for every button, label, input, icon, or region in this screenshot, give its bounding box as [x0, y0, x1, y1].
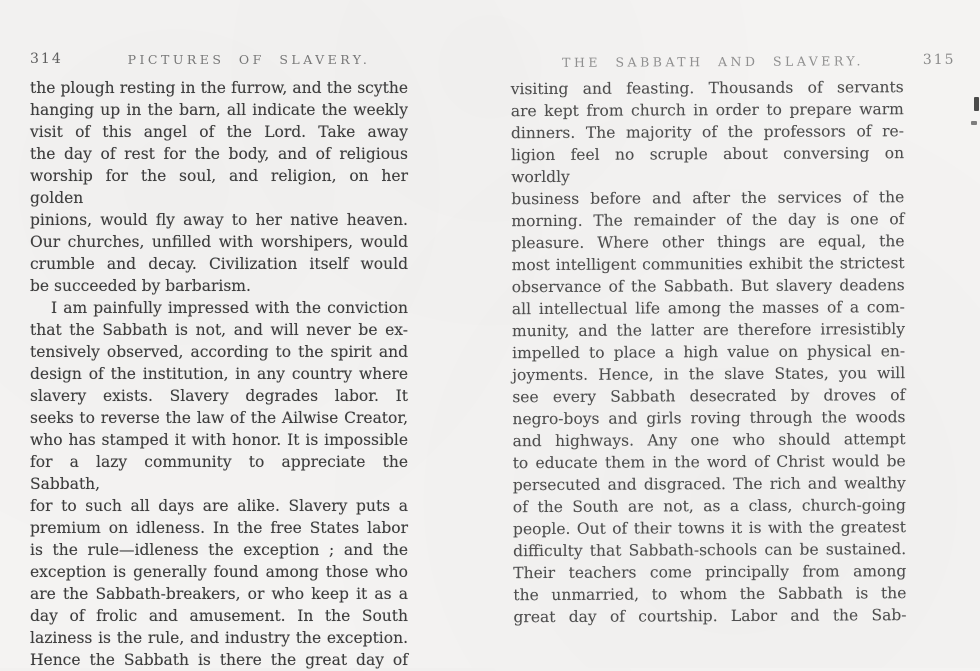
text-line: laziness is the rule, and industry the exception. [30, 629, 408, 647]
text-line: and highways. Any one who should attempt [512, 430, 906, 451]
text-line: munity, and the latter are therefore irresistibly [511, 320, 906, 341]
paragraph [511, 76, 907, 628]
text-line: difficulty that Sabbath-schools can be sustained. [513, 540, 907, 561]
text-line: business before and after the services of the [511, 188, 905, 209]
text-line: seeks to reverse the law of the Ailwise Creator, [30, 409, 408, 427]
text-line: most intelligent communities exhibit the strictest [511, 254, 905, 275]
text-line: slavery exists. Slavery degrades labor. It [30, 387, 408, 405]
scan-artifact-edge-dash [971, 121, 977, 125]
text-line: observance of the Sabbath. But slavery deadens [511, 276, 905, 297]
text-line: visiting and feasting. Thousands of servants [510, 78, 904, 99]
text-line: crumble and decay. Civilization itself would [30, 255, 408, 273]
text-line: who has stamped it with honor. It is impossible [30, 431, 408, 449]
right-page-body [511, 76, 907, 628]
left-page [0, 0, 490, 668]
text-line: Their teachers come principally from among [513, 562, 907, 583]
text-line: the day of rest for the body, and of religious [30, 145, 408, 163]
paragraph [30, 77, 408, 297]
text-line: negro-boys and girls roving through the woods [512, 408, 906, 429]
text-line: is the rule—idleness the exception ; and the [30, 541, 408, 559]
left-running-header [30, 51, 408, 69]
text-line: impelled to place a high value on physical en- [512, 342, 906, 363]
text-line: for to such all days are alike. Slavery puts a [30, 497, 408, 515]
scan-artifact-edge-mark [974, 97, 979, 111]
text-line: Hence the Sabbath is there the great day of [30, 651, 408, 669]
text-line: I am painfully impressed with the conviction [51, 299, 408, 317]
text-line: to educate them in the word of Christ would be [512, 452, 906, 473]
text-line: day of frolic and amusement. In the South [30, 607, 408, 625]
text-line: people. Out of their towns it is with the greatest [512, 518, 907, 539]
text-line: are kept from church in order to prepare warm [510, 100, 904, 121]
text-line: morning. The remainder of the day is one of [511, 210, 905, 231]
text-line: tensively observed, according to the spirit and [30, 343, 408, 361]
left-page-body [30, 77, 408, 671]
text-line: great day of courtship. Labor and the Sab- [513, 606, 907, 627]
text-line: for a lazy community to appreciate the Sabbath, [30, 453, 408, 493]
text-line: Our churches, unfilled with worshipers, would [30, 233, 408, 251]
text-line: pinions, would fly away to her native heaven. [30, 211, 408, 229]
text-line: worship for the soul, and religion, on her golden [30, 167, 408, 207]
text-line: see every Sabbath desecrated by droves of [512, 386, 906, 407]
text-line: the unmarried, to whom the Sabbath is the [513, 584, 907, 605]
right-running-title: THE SABBATH AND SLAVERY. [562, 53, 865, 70]
text-line: visit of this angel of the Lord. Take away [30, 123, 408, 141]
text-line: persecuted and disgraced. The rich and wealthy [512, 474, 906, 495]
text-line: joyments. Hence, in the slave States, you will [512, 364, 906, 385]
text-line: premium on idleness. In the free States labor [30, 519, 408, 537]
paragraph [30, 297, 408, 671]
right-page [488, 0, 980, 669]
text-line: are the Sabbath-breakers, or who keep it as a [30, 585, 408, 603]
left-running-title: PICTURES OF SLAVERY. [127, 52, 371, 67]
text-line: dinners. The majority of the professors of re- [510, 122, 904, 143]
text-line: of the South are not, as a class, church-going [512, 496, 906, 517]
right-running-header [511, 52, 956, 72]
text-line: design of the institution, in any country where [30, 365, 408, 383]
text-line: hanging up in the barn, all indicate the weekly [30, 101, 408, 119]
text-line: pleasure. Where other things are equal, the [511, 232, 905, 253]
text-line: ligion feel no scruple about conversing on worldly [511, 144, 905, 187]
text-line: the plough resting in the furrow, and the scythe [30, 79, 408, 97]
right-page-number: 315 [922, 51, 956, 69]
text-line: that the Sabbath is not, and will never be ex- [30, 321, 408, 339]
text-line: all intellectual life among the masses of a com- [511, 298, 905, 319]
text-line: exception is generally found among those who [30, 563, 408, 581]
left-page-number: 314 [30, 51, 63, 67]
text-line: be succeeded by barbarism. [30, 277, 251, 295]
